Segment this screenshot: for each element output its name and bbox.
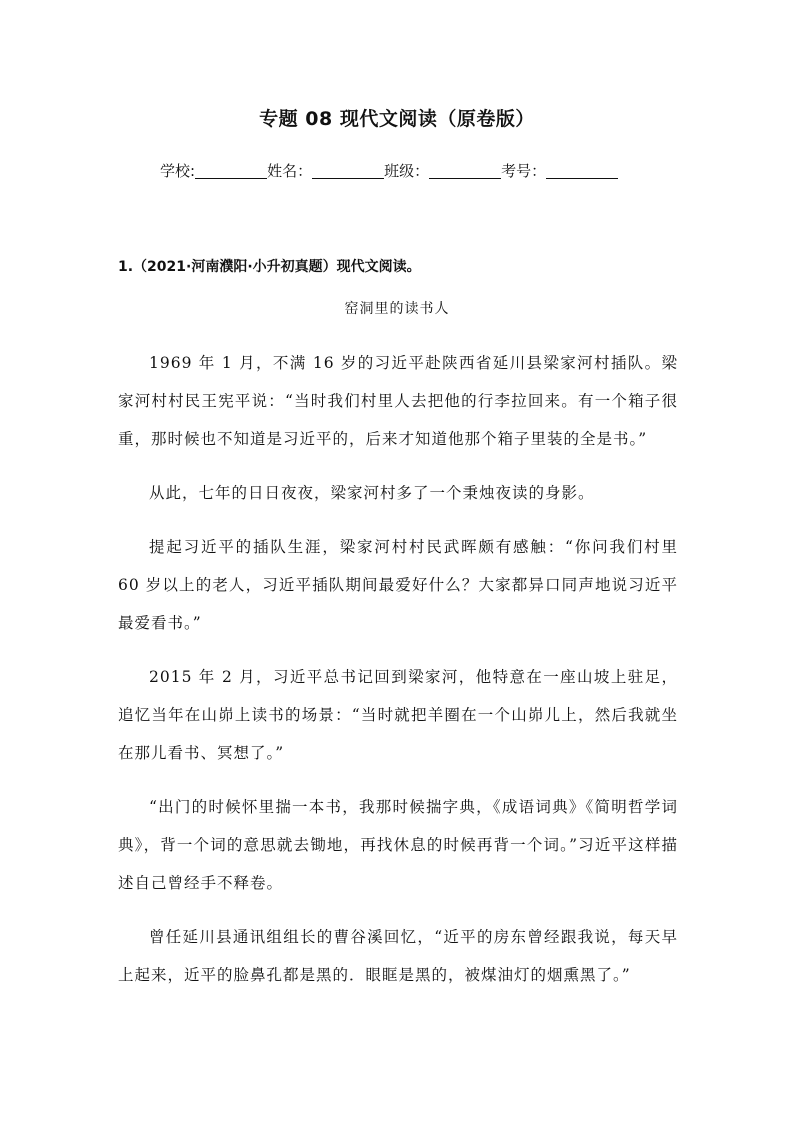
paragraph: 从此，七年的日日夜夜，梁家河村多了一个秉烛夜读的身影。 bbox=[149, 484, 595, 502]
paragraph: 曾任延川县通讯组组长的曹谷溪回忆，“近平的房东曾经跟我说，每天早上起来，近平的脸鼻孔都是黑的．眼眶是黑的，被煤油灯的烟熏黑了。” bbox=[118, 928, 678, 984]
class-label: 班级： bbox=[384, 162, 430, 180]
paragraph: 提起习近平的插队生涯，梁家河村村民武晖颇有感触：“你问我们村里 60 岁以上的老人，习近平插队期间最爱好什么？大家都异口同声地说习近平最爱看书。” bbox=[118, 538, 678, 632]
document-title: 专题 08 现代文阅读（原卷版） bbox=[259, 108, 535, 130]
exam-number-blank bbox=[546, 162, 618, 179]
school-blank bbox=[195, 162, 267, 179]
paragraph: 2015 年 2 月，习近平总书记回到梁家河，他特意在一座山坡上驻足，追忆当年在山峁上读书的场景：“当时就把羊圈在一个山峁儿上，然后我就坐在那儿看书、冥想了。” bbox=[118, 668, 678, 762]
class-blank bbox=[429, 162, 501, 179]
article-body bbox=[118, 344, 678, 1010]
article-title: 窑洞里的读书人 bbox=[344, 301, 450, 317]
name-label: 姓名： bbox=[267, 162, 313, 180]
student-info-line bbox=[160, 160, 660, 181]
question-heading: 1.（2021·河南濮阳·小升初真题）现代文阅读。 bbox=[118, 259, 421, 275]
paragraph: 1969 年 1 月，不满 16 岁的习近平赴陕西省延川县梁家河村插队。梁家河村村民王宪平说：“当时我们村里人去把他的行李拉回来。有一个箱子很重，那时候也不知道是习近平的，后来才知道他那个箱子里装的全是书。” bbox=[118, 354, 678, 448]
paragraph: “出门的时候怀里揣一本书，我那时候揣字典，《成语词典》《简明哲学词典》，背一个词的意思就去锄地，再找休息的时候再背一个词。”习近平这样描述自己曾经手不释卷。 bbox=[118, 798, 678, 892]
name-blank bbox=[312, 162, 384, 179]
exam-number-label: 考号： bbox=[501, 162, 547, 180]
school-label: 学校: bbox=[160, 162, 196, 180]
